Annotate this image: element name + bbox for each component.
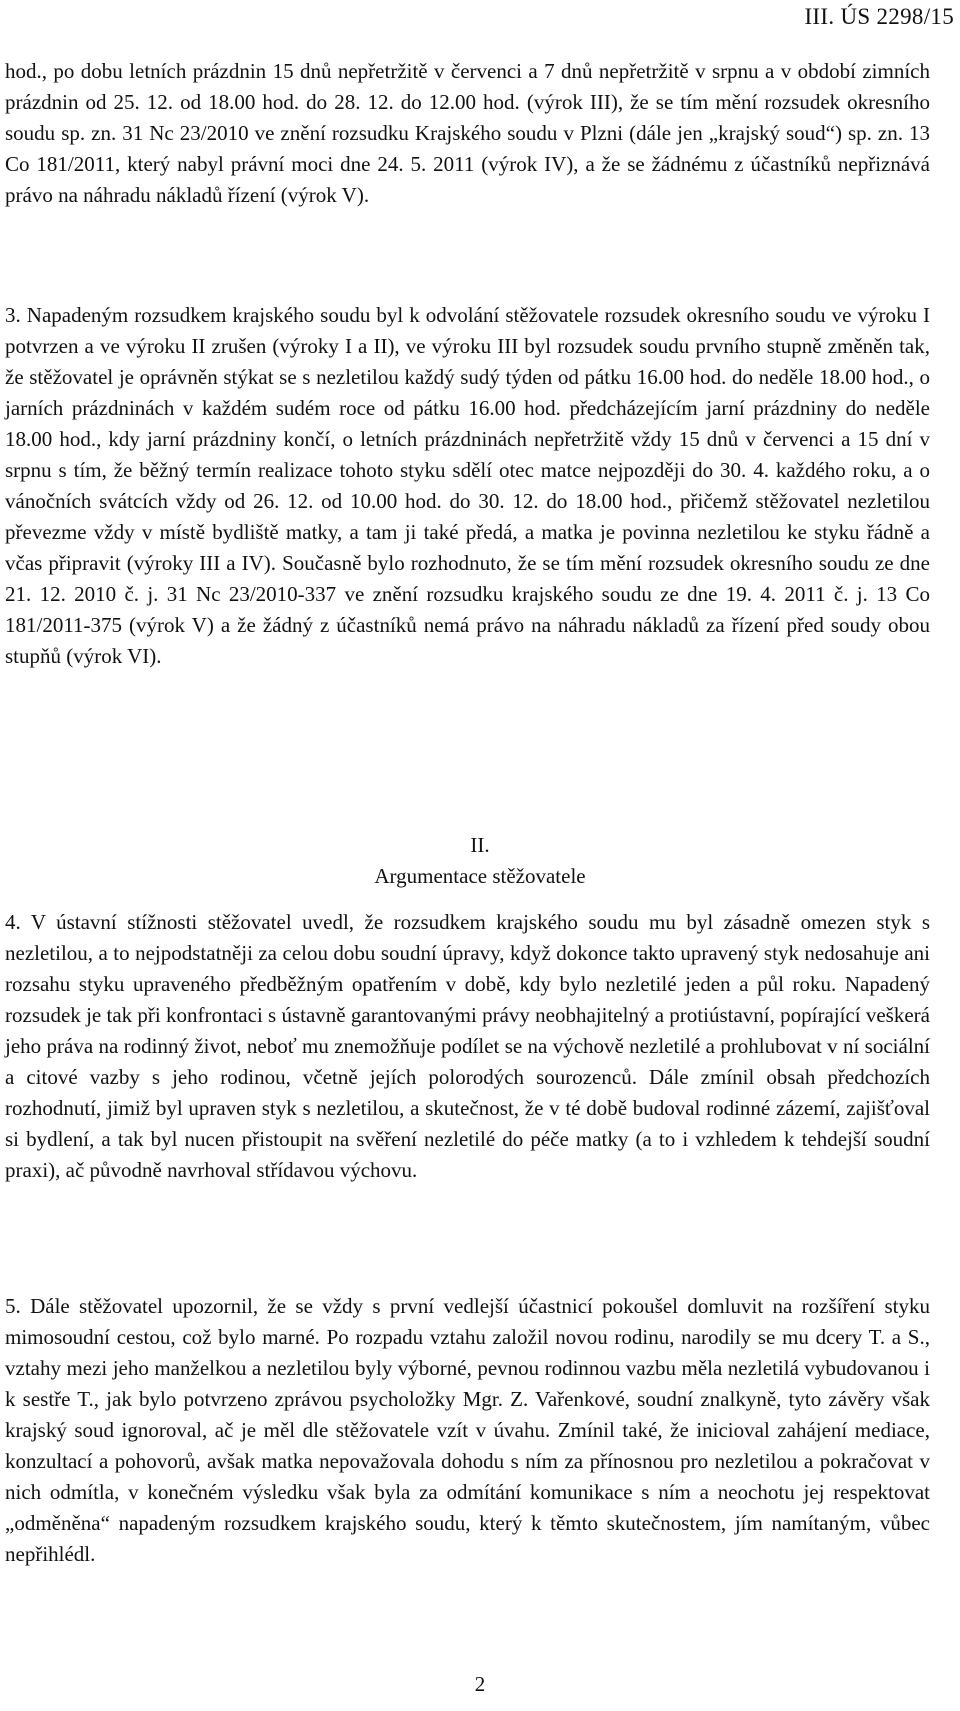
paragraph-continuation: hod., po dobu letních prázdnin 15 dnů nepřetržitě v červenci a 7 dnů nepřetržitě v srpnu a v období zimních prázdnin od 25. 12. od 18.00 hod. do 28. 12. do 12.00 hod. (výrok III), že se tím mění rozsudek okresního soudu sp. zn. 31 Nc 23/2010 ve znění rozsudku Krajského soudu v Plzni (dále jen „krajský soud“) sp. zn. 13 Co 181/2011, který nabyl právní moci dne 24. 5. 2011 (výrok IV), a že se žádnému z účastníků nepřiznává právo na náhradu nákladů řízení (výrok V).	[5, 59, 930, 207]
section-title: Argumentace stěžovatele	[374, 864, 586, 888]
paragraph-5: 5. Dále stěžovatel upozornil, že se vždy s první vedlejší účastnicí pokoušel domluvit na rozšíření styku mimosoudní cestou, což bylo marné. Po rozpadu vztahu založil novou rodinu, narodily se mu dcery T. a S., vztahy mezi jeho manželkou a nezletilou byly výborné, pevnou rodinnou vazbu měla nezletilá vybudovanou i k sestře T., jak bylo potvrzeno zprávou psycholožky Mgr. Z. Vařenkové, soudní znalkyně, tyto závěry však krajský soud ignoroval, ač je měl dle stěžovatele vzít v úvahu. Zmínil také, že inicioval zahájení mediace, konzultací a pohovorů, avšak matka nepovažovala dohodu s ním za přínosnou pro nezletilou a pokračovat v nich odmítla, v konečném výsledku však byla za odmítání komunikace s ním a neochotu jej respektovat „odměněna“ napadeným rozsudkem krajského soudu, který k těmto skutečnostem, jím namítaným, vůbec nepřihlédl.	[5, 1294, 930, 1566]
paragraph-4: 4. V ústavní stížnosti stěžovatel uvedl, že rozsudkem krajského soudu mu byl zásadně omezen styk s nezletilou, a to nejpodstatněji za celou dobu soudní úpravy, když dokonce takto upravený styk nedosahuje ani rozsahu styku upraveného předběžným opatřením v době, kdy bylo nezletilé jeden a půl roku. Napadený rozsudek je tak při konfrontaci s ústavně garantovanými právy neobhajitelný a protiústavní, popírající veškerá jeho práva na rodinný život, neboť mu znemožňuje podílet se na výchově nezletilé a prohlubovat v ní sociální a citové vazby s jeho rodinou, včetně jejích polorodých sourozenců. Dále zmínil obsah předchozích rozhodnutí, jimiž byl upraven styk s nezletilou, a skutečnost, že v té době budoval rodinné zázemí, zajišťoval si bydlení, a tak byl nucen přistoupit na svěření nezletilé do péče matky (a to i vzhledem k tehdejší soudní praxi), ač původně navrhoval střídavou výchovu.	[5, 910, 930, 1182]
case-number-header: III. ÚS 2298/15	[804, 4, 954, 29]
section-numeral: II.	[470, 833, 490, 857]
paragraph-3: 3. Napadeným rozsudkem krajského soudu byl k odvolání stěžovatele rozsudek okresního soudu ve výroku I potvrzen a ve výroku II zrušen (výroky I a II), ve výroku III byl rozsudek soudu prvního stupně změněn tak, že stěžovatel je oprávněn stýkat se s nezletilou každý sudý týden od pátku 16.00 hod. do neděle 18.00 hod., o jarních prázdninách v každém sudém roce od pátku 16.00 hod. předcházejícím jarní prázdniny do neděle 18.00 hod., kdy jarní prázdniny končí, o letních prázdninách nepřetržitě vždy 15 dnů v červenci a 15 dní v srpnu s tím, že běžný termín realizace tohoto styku sdělí otec matce nejpozději do 30. 4. každého roku, a o vánočních svátcích vždy od 26. 12. od 10.00 hod. do 30. 12. do 18.00 hod., přičemž stěžovatel nezletilou převezme vždy v místě bydliště matky, a tam ji také předá, a matka je povinna nezletilou ke styku řádně a včas připravit (výroky III a IV). Současně bylo rozhodnuto, že se tím mění rozsudek okresního soudu ze dne 21. 12. 2010 č. j. 31 Nc 23/2010-337 ve znění rozsudku krajského soudu ze dne 19. 4. 2011 č. j. 13 Co 181/2011-375 (výrok V) a že žádný z účastníků nemá právo na náhradu nákladů za řízení před soudy obou stupňů (výrok VI).	[5, 303, 930, 668]
page-number: 2	[474, 1672, 486, 1696]
